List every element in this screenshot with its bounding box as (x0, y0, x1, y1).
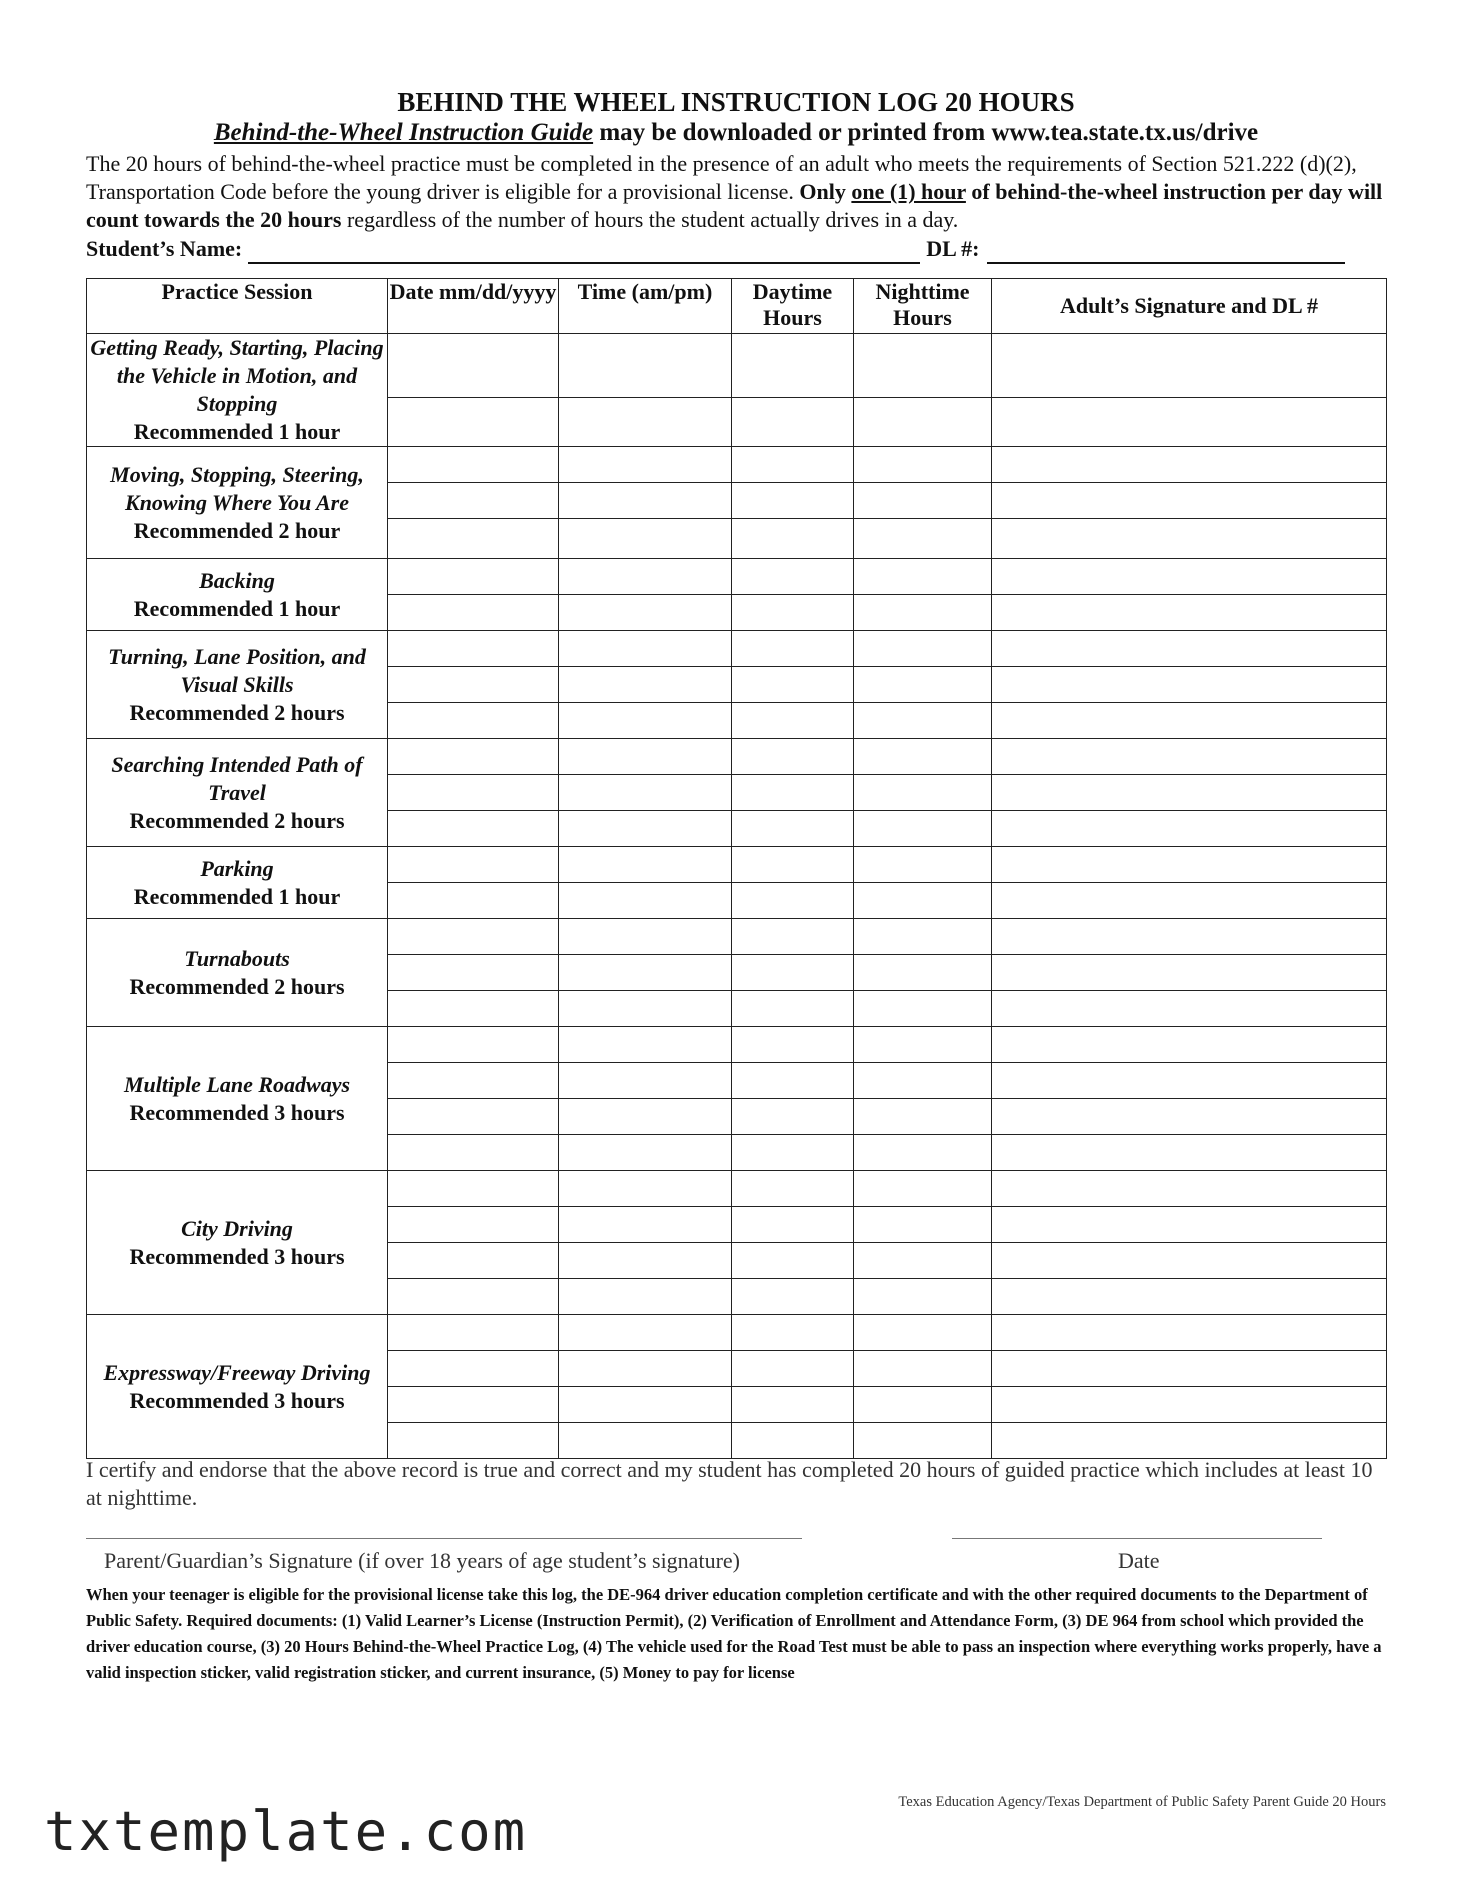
daytime-hours-field[interactable] (732, 1207, 854, 1243)
time-field[interactable] (559, 811, 732, 847)
adult-signature-field[interactable] (992, 519, 1387, 559)
time-field[interactable] (559, 919, 732, 955)
session-recommended: Recommended 3 hours (129, 1387, 345, 1413)
time-field[interactable] (559, 1207, 732, 1243)
nighttime-hours-field[interactable] (854, 334, 992, 398)
date-field[interactable] (388, 811, 559, 847)
student-dl-field[interactable] (987, 240, 1345, 264)
daytime-hours-field[interactable] (732, 595, 854, 631)
student-name-label: Student’s Name: (86, 236, 243, 261)
daytime-hours-field[interactable] (732, 883, 854, 919)
date-field[interactable] (388, 775, 559, 811)
nighttime-hours-field[interactable] (854, 1135, 992, 1171)
date-field[interactable] (388, 919, 559, 955)
header-date: Date mm/dd/yyyy (388, 279, 559, 334)
practice-session-cell (87, 1027, 388, 1171)
date-field[interactable] (388, 334, 559, 398)
date-field[interactable] (388, 1099, 559, 1135)
practice-session-cell (87, 559, 388, 631)
nighttime-hours-field[interactable] (854, 397, 992, 446)
practice-session-cell (87, 334, 388, 447)
adult-signature-field[interactable] (992, 631, 1387, 667)
daytime-hours-field[interactable] (732, 1063, 854, 1099)
date-field[interactable] (388, 519, 559, 559)
page-title: BEHIND THE WHEEL INSTRUCTION LOG 20 HOURS (397, 87, 1075, 117)
date-field[interactable] (388, 447, 559, 483)
session-name: Multiple Lane Roadways (123, 1071, 351, 1097)
table-row (87, 334, 1387, 398)
adult-signature-field[interactable] (992, 1243, 1387, 1279)
daytime-hours-field[interactable] (732, 955, 854, 991)
date-field[interactable] (388, 1063, 559, 1099)
practice-session-cell (87, 1315, 388, 1459)
time-field[interactable] (559, 883, 732, 919)
adult-signature-field[interactable] (992, 595, 1387, 631)
daytime-hours-field[interactable] (732, 1099, 854, 1135)
adult-signature-field[interactable] (992, 955, 1387, 991)
session-recommended: Recommended 3 hours (129, 1099, 345, 1125)
date-field[interactable] (388, 703, 559, 739)
time-field[interactable] (559, 991, 732, 1027)
daytime-hours-field[interactable] (732, 775, 854, 811)
adult-signature-field[interactable] (992, 883, 1387, 919)
date-field[interactable] (388, 847, 559, 883)
nighttime-hours-field[interactable] (854, 519, 992, 559)
date-field[interactable] (388, 1171, 559, 1207)
nighttime-hours-field[interactable] (854, 919, 992, 955)
practice-session-cell (87, 631, 388, 739)
time-field[interactable] (559, 334, 732, 398)
time-field[interactable] (559, 703, 732, 739)
table-row (87, 559, 1387, 595)
daytime-hours-field[interactable] (732, 847, 854, 883)
daytime-hours-field[interactable] (732, 703, 854, 739)
adult-signature-field[interactable] (992, 703, 1387, 739)
time-field[interactable] (559, 1423, 732, 1459)
adult-signature-field[interactable] (992, 483, 1387, 519)
daytime-hours-field[interactable] (732, 1243, 854, 1279)
practice-session-cell (87, 919, 388, 1027)
practice-session-cell (87, 447, 388, 559)
adult-signature-field[interactable] (992, 1351, 1387, 1387)
daytime-hours-field[interactable] (732, 1171, 854, 1207)
table-row (87, 739, 1387, 775)
header-nighttime-hours: Nighttime Hours (854, 279, 992, 334)
session-recommended: Recommended 2 hour (133, 517, 341, 543)
daytime-hours-field[interactable] (732, 447, 854, 483)
intro-paragraph (86, 150, 1386, 234)
adult-signature-field[interactable] (992, 1387, 1387, 1423)
date-field[interactable] (388, 667, 559, 703)
adult-signature-field[interactable] (992, 397, 1387, 446)
time-field[interactable] (559, 1135, 732, 1171)
daytime-hours-field[interactable] (732, 811, 854, 847)
daytime-hours-field[interactable] (732, 397, 854, 446)
adult-signature-field[interactable] (992, 447, 1387, 483)
intro-text-2: Only (799, 179, 852, 204)
nighttime-hours-field[interactable] (854, 559, 992, 595)
header-practice-session: Practice Session (87, 279, 388, 334)
nighttime-hours-field[interactable] (854, 775, 992, 811)
nighttime-hours-field[interactable] (854, 1243, 992, 1279)
nighttime-hours-field[interactable] (854, 1171, 992, 1207)
date-field[interactable] (388, 1351, 559, 1387)
nighttime-hours-field[interactable] (854, 883, 992, 919)
time-field[interactable] (559, 631, 732, 667)
time-field[interactable] (559, 847, 732, 883)
adult-signature-field[interactable] (992, 811, 1387, 847)
nighttime-hours-field[interactable] (854, 811, 992, 847)
daytime-hours-field[interactable] (732, 1351, 854, 1387)
header-time: Time (am/pm) (559, 279, 732, 334)
session-name: Turning, Lane Position, and Visual Skills (108, 643, 366, 697)
nighttime-hours-field[interactable] (854, 1063, 992, 1099)
adult-signature-field[interactable] (992, 1279, 1387, 1315)
table-body (87, 334, 1387, 1459)
date-field[interactable] (388, 1423, 559, 1459)
date-field[interactable] (388, 483, 559, 519)
nighttime-hours-field[interactable] (854, 739, 992, 775)
date-line[interactable] (952, 1538, 1322, 1539)
adult-signature-field[interactable] (992, 919, 1387, 955)
nighttime-hours-field[interactable] (854, 1207, 992, 1243)
intro-text-1: The 20 hours of behind-the-wheel practice must be completed in the presence of an adult who meets the requirements of Section 521.222 (d)(2), Transportation Code before the young driver is eligible for a provisional license. (86, 151, 1357, 204)
time-field[interactable] (559, 775, 732, 811)
nighttime-hours-field[interactable] (854, 991, 992, 1027)
daytime-hours-field[interactable] (732, 1315, 854, 1351)
time-field[interactable] (559, 1387, 732, 1423)
nighttime-hours-field[interactable] (854, 1423, 992, 1459)
date-label: Date (1118, 1548, 1160, 1573)
session-recommended: Recommended 3 hours (129, 1243, 345, 1269)
adult-signature-field[interactable] (992, 1171, 1387, 1207)
daytime-hours-field[interactable] (732, 1279, 854, 1315)
student-info-row (86, 234, 1386, 264)
date-field[interactable] (388, 1135, 559, 1171)
nighttime-hours-field[interactable] (854, 703, 992, 739)
nighttime-hours-field[interactable] (854, 847, 992, 883)
nighttime-hours-field[interactable] (854, 1099, 992, 1135)
daytime-hours-field[interactable] (732, 991, 854, 1027)
table-row (87, 631, 1387, 667)
table-row (87, 447, 1387, 483)
table-row (87, 1315, 1387, 1351)
daytime-hours-field[interactable] (732, 631, 854, 667)
certification-text: I certify and endorse that the above record is true and correct and my student has completed 20 hours of guided practice which includes at least 10 at nighttime. (86, 1457, 1373, 1510)
table-row (87, 1171, 1387, 1207)
time-field[interactable] (559, 1063, 732, 1099)
time-field[interactable] (559, 447, 732, 483)
date-field[interactable] (388, 739, 559, 775)
nighttime-hours-field[interactable] (854, 1387, 992, 1423)
date-field[interactable] (388, 1315, 559, 1351)
time-field[interactable] (559, 955, 732, 991)
daytime-hours-field[interactable] (732, 1387, 854, 1423)
adult-signature-field[interactable] (992, 775, 1387, 811)
session-recommended: Recommended 2 hours (129, 699, 345, 725)
session-recommended: Recommended 1 hour (133, 883, 341, 909)
date-field[interactable] (388, 991, 559, 1027)
adult-signature-field[interactable] (992, 334, 1387, 398)
practice-session-cell (87, 847, 388, 919)
daytime-hours-field[interactable] (732, 1135, 854, 1171)
dl-label: DL #: (926, 236, 980, 261)
date-field[interactable] (388, 883, 559, 919)
nighttime-hours-field[interactable] (854, 631, 992, 667)
session-recommended: Recommended 2 hours (129, 973, 345, 999)
nighttime-hours-field[interactable] (854, 1351, 992, 1387)
date-field[interactable] (388, 1027, 559, 1063)
nighttime-hours-field[interactable] (854, 1279, 992, 1315)
session-name: City Driving (181, 1215, 293, 1241)
time-field[interactable] (559, 1243, 732, 1279)
session-name: Backing (199, 567, 275, 593)
session-name: Expressway/Freeway Driving (103, 1359, 371, 1385)
adult-signature-field[interactable] (992, 1099, 1387, 1135)
nighttime-hours-field[interactable] (854, 1315, 992, 1351)
guide-link[interactable]: Behind-the-Wheel Instruction Guide (213, 119, 594, 146)
session-name: Moving, Stopping, Steering, Knowing Where You Are (110, 461, 364, 515)
daytime-hours-field[interactable] (732, 519, 854, 559)
time-field[interactable] (559, 1099, 732, 1135)
document-page (86, 86, 1386, 1810)
date-field[interactable] (388, 631, 559, 667)
date-field[interactable] (388, 397, 559, 446)
daytime-hours-field[interactable] (732, 334, 854, 398)
practice-log-table (86, 278, 1387, 1459)
page-footer: Texas Education Agency/Texas Department of Public Safety Parent Guide 20 Hours (898, 1794, 1386, 1810)
practice-session-cell (87, 1171, 388, 1315)
daytime-hours-field[interactable] (732, 1027, 854, 1063)
date-field[interactable] (388, 559, 559, 595)
adult-signature-field[interactable] (992, 1135, 1387, 1171)
table-header-row (87, 279, 1387, 334)
session-recommended: Recommended 1 hour (133, 419, 341, 444)
table-row (87, 919, 1387, 955)
nighttime-hours-field[interactable] (854, 447, 992, 483)
adult-signature-field[interactable] (992, 1423, 1387, 1459)
daytime-hours-field[interactable] (732, 739, 854, 775)
daytime-hours-field[interactable] (732, 667, 854, 703)
time-field[interactable] (559, 667, 732, 703)
time-field[interactable] (559, 739, 732, 775)
date-field[interactable] (388, 1387, 559, 1423)
daytime-hours-field[interactable] (732, 559, 854, 595)
time-field[interactable] (559, 1279, 732, 1315)
adult-signature-field[interactable] (992, 1207, 1387, 1243)
time-field[interactable] (559, 595, 732, 631)
daytime-hours-field[interactable] (732, 483, 854, 519)
adult-signature-field[interactable] (992, 1315, 1387, 1351)
daytime-hours-field[interactable] (732, 1423, 854, 1459)
nighttime-hours-field[interactable] (854, 595, 992, 631)
session-name: Turnabouts (184, 945, 290, 971)
date-field[interactable] (388, 955, 559, 991)
session-name: Getting Ready, Starting, Placing the Vehicle in Motion, and Stopping (90, 335, 384, 416)
intro-text-4: of behind-the-wheel instruction per day will count towards the 20 hours (86, 179, 1383, 232)
intro-text-5: regardless of the number of hours the student actually drives in a day. (341, 207, 959, 232)
page-subtitle (86, 118, 1386, 148)
practice-session-cell (87, 739, 388, 847)
required-documents-note: When your teenager is eligible for the provisional license take this log, the DE-964 driver education completion certificate and with the other required documents to the Department of Public Safety. Required documents: (1) Valid Learner’s License (Instruction Permit), (2) Verification of Enrollment and Attendance Form, (3) DE 964 from school which provided the driver education course, (3) 20 Hours Behind-the-Wheel Practice Log, (4) The vehicle used for the Road Test must be able to pass an inspection where everything works properly, have a valid inspection sticker, valid registration sticker, and current insurance, (5) Money to pay for license (86, 1585, 1382, 1682)
watermark-text: txtemplate.com (44, 1800, 528, 1863)
adult-signature-field[interactable] (992, 1027, 1387, 1063)
time-field[interactable] (559, 1351, 732, 1387)
header-daytime-hours: Daytime Hours (732, 279, 854, 334)
table-row (87, 1027, 1387, 1063)
subtitle-rest: may be downloaded or printed from www.tea.state.tx.us/drive (593, 119, 1259, 146)
table-row (87, 847, 1387, 883)
session-recommended: Recommended 2 hours (129, 807, 345, 833)
intro-text-3: one (1) hour (851, 179, 966, 204)
daytime-hours-field[interactable] (732, 919, 854, 955)
signature-line[interactable] (86, 1538, 802, 1539)
time-field[interactable] (559, 1171, 732, 1207)
adult-signature-field[interactable] (992, 667, 1387, 703)
date-field[interactable] (388, 1243, 559, 1279)
session-name: Searching Intended Path of Travel (111, 751, 363, 805)
time-field[interactable] (559, 397, 732, 446)
date-field[interactable] (388, 1207, 559, 1243)
adult-signature-field[interactable] (992, 739, 1387, 775)
student-name-field[interactable] (248, 240, 920, 264)
adult-signature-field[interactable] (992, 559, 1387, 595)
nighttime-hours-field[interactable] (854, 955, 992, 991)
header-adult-signature: Adult’s Signature and DL # (992, 279, 1387, 334)
time-field[interactable] (559, 1027, 732, 1063)
nighttime-hours-field[interactable] (854, 667, 992, 703)
session-recommended: Recommended 1 hour (133, 595, 341, 621)
adult-signature-field[interactable] (992, 847, 1387, 883)
signature-label: Parent/Guardian’s Signature (if over 18 years of age student’s signature) (104, 1548, 740, 1573)
time-field[interactable] (559, 1315, 732, 1351)
adult-signature-field[interactable] (992, 991, 1387, 1027)
date-field[interactable] (388, 1279, 559, 1315)
time-field[interactable] (559, 483, 732, 519)
nighttime-hours-field[interactable] (854, 483, 992, 519)
nighttime-hours-field[interactable] (854, 1027, 992, 1063)
session-name: Parking (200, 855, 274, 881)
adult-signature-field[interactable] (992, 1063, 1387, 1099)
date-field[interactable] (388, 595, 559, 631)
time-field[interactable] (559, 519, 732, 559)
time-field[interactable] (559, 559, 732, 595)
